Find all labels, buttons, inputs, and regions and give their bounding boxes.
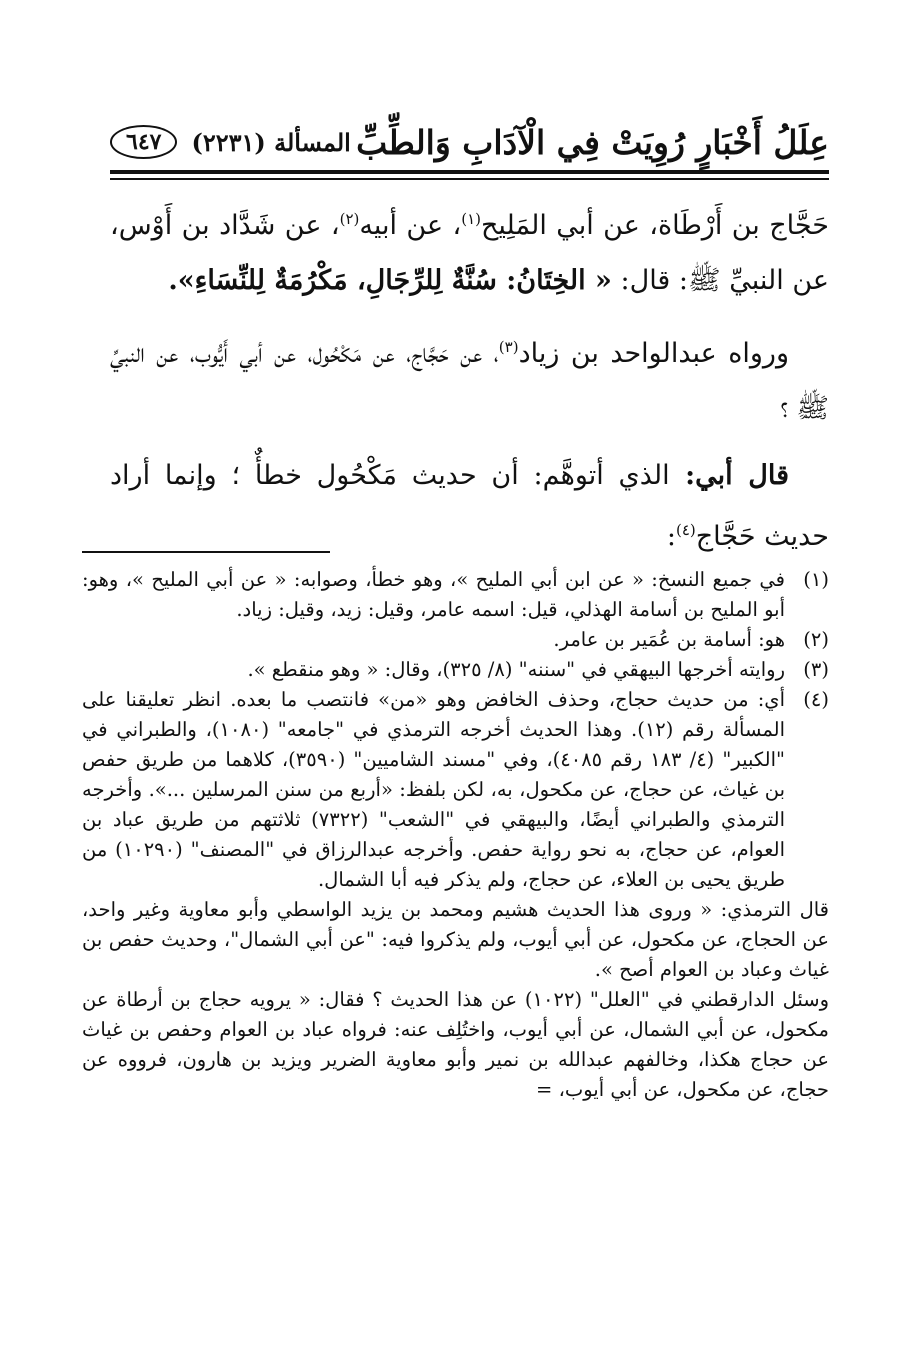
footnote-ref-1: (١)	[461, 210, 481, 228]
footnote-text: روايته أخرجها البيهقي في "سننه" (٨/ ٣٢٥)، وقال: « وهو منقطع ».	[247, 658, 785, 681]
text-run: ، عن شَدَّاد بن أَوْس، عن النبيِّ ﷺ: قال:	[110, 210, 829, 296]
footnote-ref-2: (٢)	[339, 210, 360, 228]
paragraph-1	[110, 192, 829, 308]
header-rule-thick	[110, 170, 829, 174]
header-rule-thin	[110, 178, 829, 180]
footnote-number: (٤)	[803, 688, 829, 711]
page-number: ٦٤٧	[110, 125, 177, 159]
footnote-separator	[82, 551, 330, 553]
text-run: حَجَّاج بن أَرْطَاة، عن أبي المَلِيح	[480, 210, 829, 241]
hadith-text: « الخِتَانُ: سُنَّةٌ لِلرِّجَالِ، مَكْرُمَةٌ لِلنِّسَاءِ».	[168, 265, 612, 296]
text-run: ، عن حَجَّاج، عن مَكْحُول، عن أبي أَيُّوب، عن النبيِّ ﷺ ؟	[110, 338, 829, 424]
footnote-text: أي: من حديث حجاج، وحذف الخافض وهو «من» فانتصب ما بعده. انظر تعليقنا على المسألة رقم (١٢). وهذا الحديث أخرجه الترمذي في "جامعه" (١٠٨٠)، والطبراني في "الكبير" (٤/ ١٨٣ رقم ٤٠٨٥)، وفي "مسند الشاميين" (٣٥٩٠)، كلاهما من طريق حفص بن غياث، عن حجاج، عن مكحول، به، لكن بلفظ: «أربع من سنن المرسلين ...». وأخرجه الترمذي والطبراني أيضًا، والبيهقي في "الشعب" (٧٣٢٢) ثلاثتهم من طريق عباد بن العوام، عن حجاج، به نحو رواية حفص. وأخرجه عبدالرزاق في "المصنف" (١٠٢٩٠) من طريق يحيى بن العلاء، عن حجاج، ولم يذكر فيه أبا الشمال.	[82, 688, 786, 891]
speaker-label: قال أبي:	[669, 460, 789, 491]
paragraph-2	[110, 320, 829, 436]
footnote	[82, 655, 829, 685]
running-title: عِلَلُ أَخْبَارٍ رُوِيَتْ فِي الْآدَابِ وَالطِّبِّ	[356, 122, 829, 162]
paragraph-3	[110, 448, 829, 564]
footnote-ref-4: (٤)	[675, 521, 696, 539]
footnote-number: (٣)	[803, 658, 829, 681]
footnote-text: هو: أسامة بن عُمَير بن عامر.	[553, 628, 785, 651]
text-run: ورواه عبدالواحد بن زياد	[518, 338, 789, 369]
footnotes	[82, 565, 829, 1105]
footnote-text: في جميع النسخ: « عن ابن أبي المليح »، وهو خطأ، وصوابه: « عن أبي المليح »، وهو: أبو المليح بن أسامة الهذلي، قيل: اسمه عامر، وقيل: زيد، وقيل: زياد.	[82, 568, 785, 621]
footnote-number: (٢)	[803, 628, 829, 651]
text-run: :	[666, 521, 676, 552]
footnote	[82, 565, 829, 625]
footnote	[82, 685, 829, 895]
footnote-ref-3: (٣)	[498, 338, 519, 356]
footnote-number: (١)	[803, 568, 829, 591]
main-text	[110, 192, 829, 564]
footnote-continuation: قال الترمذي: « وروى هذا الحديث هشيم ومحمد بن يزيد الواسطي وأبو معاوية وغير واحد، عن الحجاج، عن مكحول، عن أبي أيوب، ولم يذكروا فيه: "عن أبي الشمال"، وحديث حفص بن غياث وعباد بن العوام أصح ».	[82, 898, 829, 981]
page-header	[110, 118, 829, 166]
text-run: الذي أتوهَّم: أن حديث مَكْحُول خطأٌ ؛ وإنما أراد حديث حَجَّاج	[110, 460, 829, 552]
footnote	[82, 625, 829, 655]
header-issue-block	[110, 125, 351, 159]
issue-label: المسألة (٢٢٣١)	[191, 127, 351, 157]
text-run: ، عن أبيه	[359, 210, 462, 241]
footnote-continuation: وسئل الدارقطني في "العلل" (١٠٢٢) عن هذا الحديث ؟ فقال: « يرويه حجاج بن أرطاة عن مكحول، عن أبي الشمال، عن أبي أيوب، واختُلِف عنه: فرواه عباد بن العوام وحفص بن غياث عن حجاج هكذا، وخالفهم عبدالله بن نمير وأبو معاوية الضرير ويزيد بن هارون، فرووه عن حجاج، عن مكحول، عن أبي أيوب، =	[82, 988, 829, 1101]
